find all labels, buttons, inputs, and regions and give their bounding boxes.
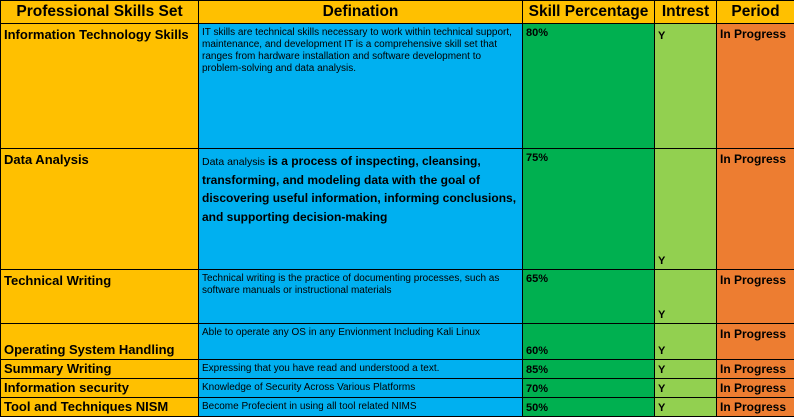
skill-percentage: 50% [523,398,655,417]
skill-name: Information security [1,379,199,398]
skill-period: In Progress [717,398,794,417]
header-interest: Intrest [655,1,717,24]
skill-period: In Progress [717,149,794,270]
header-definition: Defination [199,1,523,24]
skill-percentage: 75% [523,149,655,270]
skill-percentage: 80% [523,24,655,149]
table-row [1,379,794,398]
skill-name: Information Technology Skills [1,24,199,149]
skill-definition: Become Profecient in using all tool related NIMS [199,398,523,417]
definition-rest: is a process of inspecting, cleansing, transforming, and modeling data with the goal of discovering useful information, informing conclusions, and supporting decision-making [202,154,517,224]
skill-period: In Progress [717,360,794,379]
table-row [1,324,794,360]
table-row [1,24,794,149]
header-period: Period [717,1,794,24]
skill-definition: Technical writing is the practice of documenting processes, such as software manuals or instructional materials [199,270,523,324]
header-row [1,1,794,24]
skill-definition: Expressing that you have read and understood a text. [199,360,523,379]
table-row [1,360,794,379]
skill-interest: Y [655,24,717,149]
table-row [1,270,794,324]
skill-period: In Progress [717,24,794,149]
skill-percentage: 85% [523,360,655,379]
skill-interest: Y [655,379,717,398]
definition-lead: Data analysis [202,156,268,168]
table-row [1,149,794,270]
header-skills-set: Professional Skills Set [1,1,199,24]
skill-percentage: 65% [523,270,655,324]
skill-percentage: 70% [523,379,655,398]
skill-name: Summary Writing [1,360,199,379]
skill-period: In Progress [717,379,794,398]
skill-period: In Progress [717,324,794,360]
skill-interest: Y [655,149,717,270]
skill-name: Technical Writing [1,270,199,324]
skill-percentage: 60% [523,324,655,360]
header-percentage: Skill Percentage [523,1,655,24]
skill-name: Operating System Handling [1,324,199,360]
skill-interest: Y [655,398,717,417]
skill-definition: Knowledge of Security Across Various Platforms [199,379,523,398]
skill-interest: Y [655,360,717,379]
skill-definition: Able to operate any OS in any Envionment Including Kali Linux [199,324,523,360]
table-row [1,398,794,417]
skill-definition: IT skills are technical skills necessary to work within technical support, maintenance, and development IT is a comprehensive skill set that ranges from hardware installation and software development to problem-solving and data analysis. [199,24,523,149]
skill-definition [199,149,523,270]
skill-name: Tool and Techniques NISM [1,398,199,417]
skill-name: Data Analysis [1,149,199,270]
skill-period: In Progress [717,270,794,324]
skill-interest: Y [655,324,717,360]
skill-interest: Y [655,270,717,324]
